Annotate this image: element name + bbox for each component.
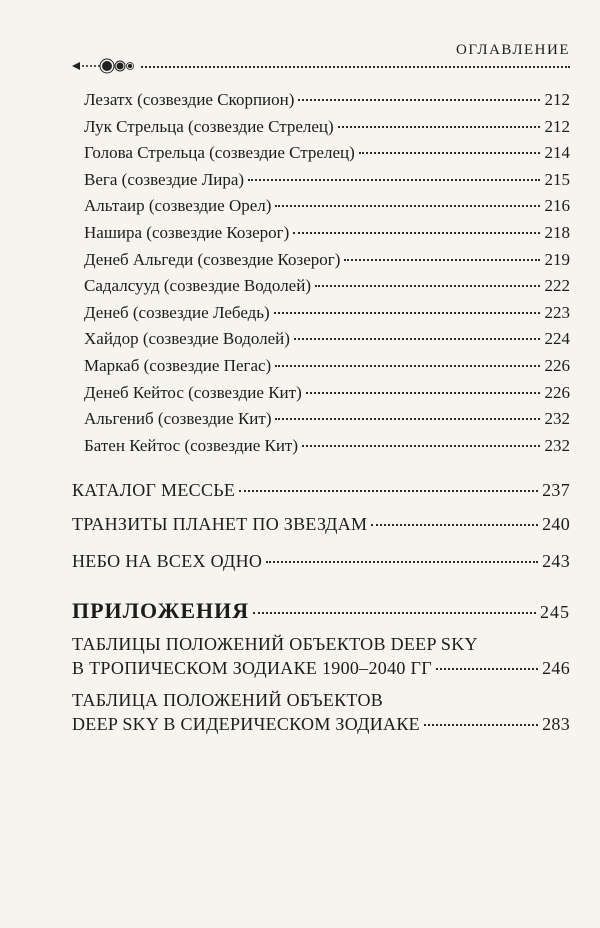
toc-entry-page: 219 [544,249,570,269]
toc-entry-title: Денеб (созвездие Лебедь) [84,302,270,322]
toc-entry-page: 223 [544,302,570,322]
header-title: ОГЛАВЛЕНИЕ [456,42,570,58]
toc-entry-title: Вега (созвездие Лира) [84,169,245,189]
dot-leader [275,365,540,367]
toc-entry-title-line: ТАБЛИЦЫ ПОЛОЖЕНИЙ ОБЪЕКТОВ DEEP SKY [72,634,478,655]
toc-entry[interactable] [72,143,570,170]
toc-entry-page: 222 [544,276,570,296]
dot-leader [294,338,540,340]
dot-leader [275,418,540,420]
toc-entry-page: 215 [544,169,570,189]
toc-entry[interactable] [72,170,570,197]
dot-leader [344,259,540,261]
dot-leader [275,205,540,207]
toc-entry-page: 232 [544,435,570,455]
toc-entry-page: 224 [544,329,570,349]
page-header [70,40,570,70]
toc-entry-title: ТРАНЗИТЫ ПЛАНЕТ ПО ЗВЕЗДАМ [72,514,368,535]
toc-entry-title: Денеб Кейтос (созвездие Кит) [84,382,302,402]
dot-leader [302,445,540,447]
toc-entry[interactable] [72,223,570,250]
toc-entry-page: 237 [542,480,570,501]
toc-part-entry[interactable] [72,598,570,624]
toc-entry[interactable] [72,329,570,356]
dot-leader [248,179,540,181]
toc-entry[interactable] [72,250,570,277]
toc-entry[interactable] [72,90,570,117]
dot-leader [306,392,540,394]
toc-entry-title: Садалсууд (созвездие Водолей) [84,276,311,296]
toc-entry[interactable] [72,276,570,303]
toc-entry[interactable] [72,356,570,383]
toc-entry-title: Денеб Альгеди (созвездие Козерог) [84,249,341,269]
toc-entry-title: Альгениб (созвездие Кит) [84,409,272,429]
ornament-icon [70,54,140,78]
toc-entry-title: Батен Кейтос (созвездие Кит) [84,435,299,455]
toc-entry-title: Нашира (созвездие Козерог) [84,222,290,242]
toc-entry-title: Голова Стрельца (созвездие Стрелец) [84,143,355,163]
toc-entry-title: ПРИЛОЖЕНИЯ [72,598,250,624]
toc-entry-title-line: ТАБЛИЦА ПОЛОЖЕНИЙ ОБЪЕКТОВ [72,690,384,711]
toc-entry-page: 232 [544,409,570,429]
dot-leader [436,668,538,670]
dot-leader [274,312,540,314]
toc-entry-title-line: В ТРОПИЧЕСКОМ ЗОДИАКЕ 1900–2040 ГГ [72,658,432,679]
toc-entry-title-line: DEEP SKY В СИДЕРИЧЕСКОМ ЗОДИАКЕ [72,714,420,735]
dot-leader [253,612,536,614]
toc-entry-page: 218 [544,222,570,242]
toc-entry-page: 246 [542,658,570,679]
toc-entry-page: 283 [542,714,570,735]
toc-entry-page: 243 [542,551,570,572]
toc-major-entry[interactable] [72,551,570,572]
header-dotted-rule [70,66,570,68]
toc-entry-page: 226 [544,355,570,375]
table-of-contents [72,90,570,736]
toc-appendix-entry[interactable] [72,688,570,736]
toc-entry[interactable] [72,117,570,144]
dot-leader [338,126,540,128]
dot-leader [298,99,540,101]
toc-entry-title: КАТАЛОГ МЕССЬЕ [72,480,236,501]
toc-entry[interactable] [72,303,570,330]
toc-entry-page: 240 [542,514,570,535]
toc-entry-title: НЕБО НА ВСЕХ ОДНО [72,551,263,572]
toc-entry-page: 212 [544,90,570,109]
toc-entry-page: 245 [540,602,570,623]
dot-leader [359,152,540,154]
toc-appendix-entry[interactable] [72,632,570,680]
dot-leader [371,524,538,526]
toc-entry[interactable] [72,436,570,463]
toc-entry-page: 212 [544,116,570,136]
toc-entry-title: Маркаб (созвездие Пегас) [84,355,272,375]
toc-major-entry[interactable] [72,480,570,501]
toc-entry-page: 216 [544,196,570,216]
toc-entry[interactable] [72,409,570,436]
toc-entry-title: Лезатх (созвездие Скорпион) [84,90,295,109]
toc-major-entry[interactable] [72,514,570,535]
dot-leader [293,232,540,234]
toc-entry[interactable] [72,383,570,410]
toc-entry[interactable] [72,196,570,223]
toc-entry-page: 214 [544,143,570,163]
toc-entry-page: 226 [544,382,570,402]
dot-leader [315,285,540,287]
dot-leader [424,724,538,726]
toc-entry-title: Хайдор (созвездие Водолей) [84,329,290,349]
dot-leader [266,561,538,563]
toc-entry-title: Альтаир (созвездие Орел) [84,196,272,216]
dot-leader [239,490,538,492]
toc-entry-title: Лук Стрельца (созвездие Стрелец) [84,116,334,136]
